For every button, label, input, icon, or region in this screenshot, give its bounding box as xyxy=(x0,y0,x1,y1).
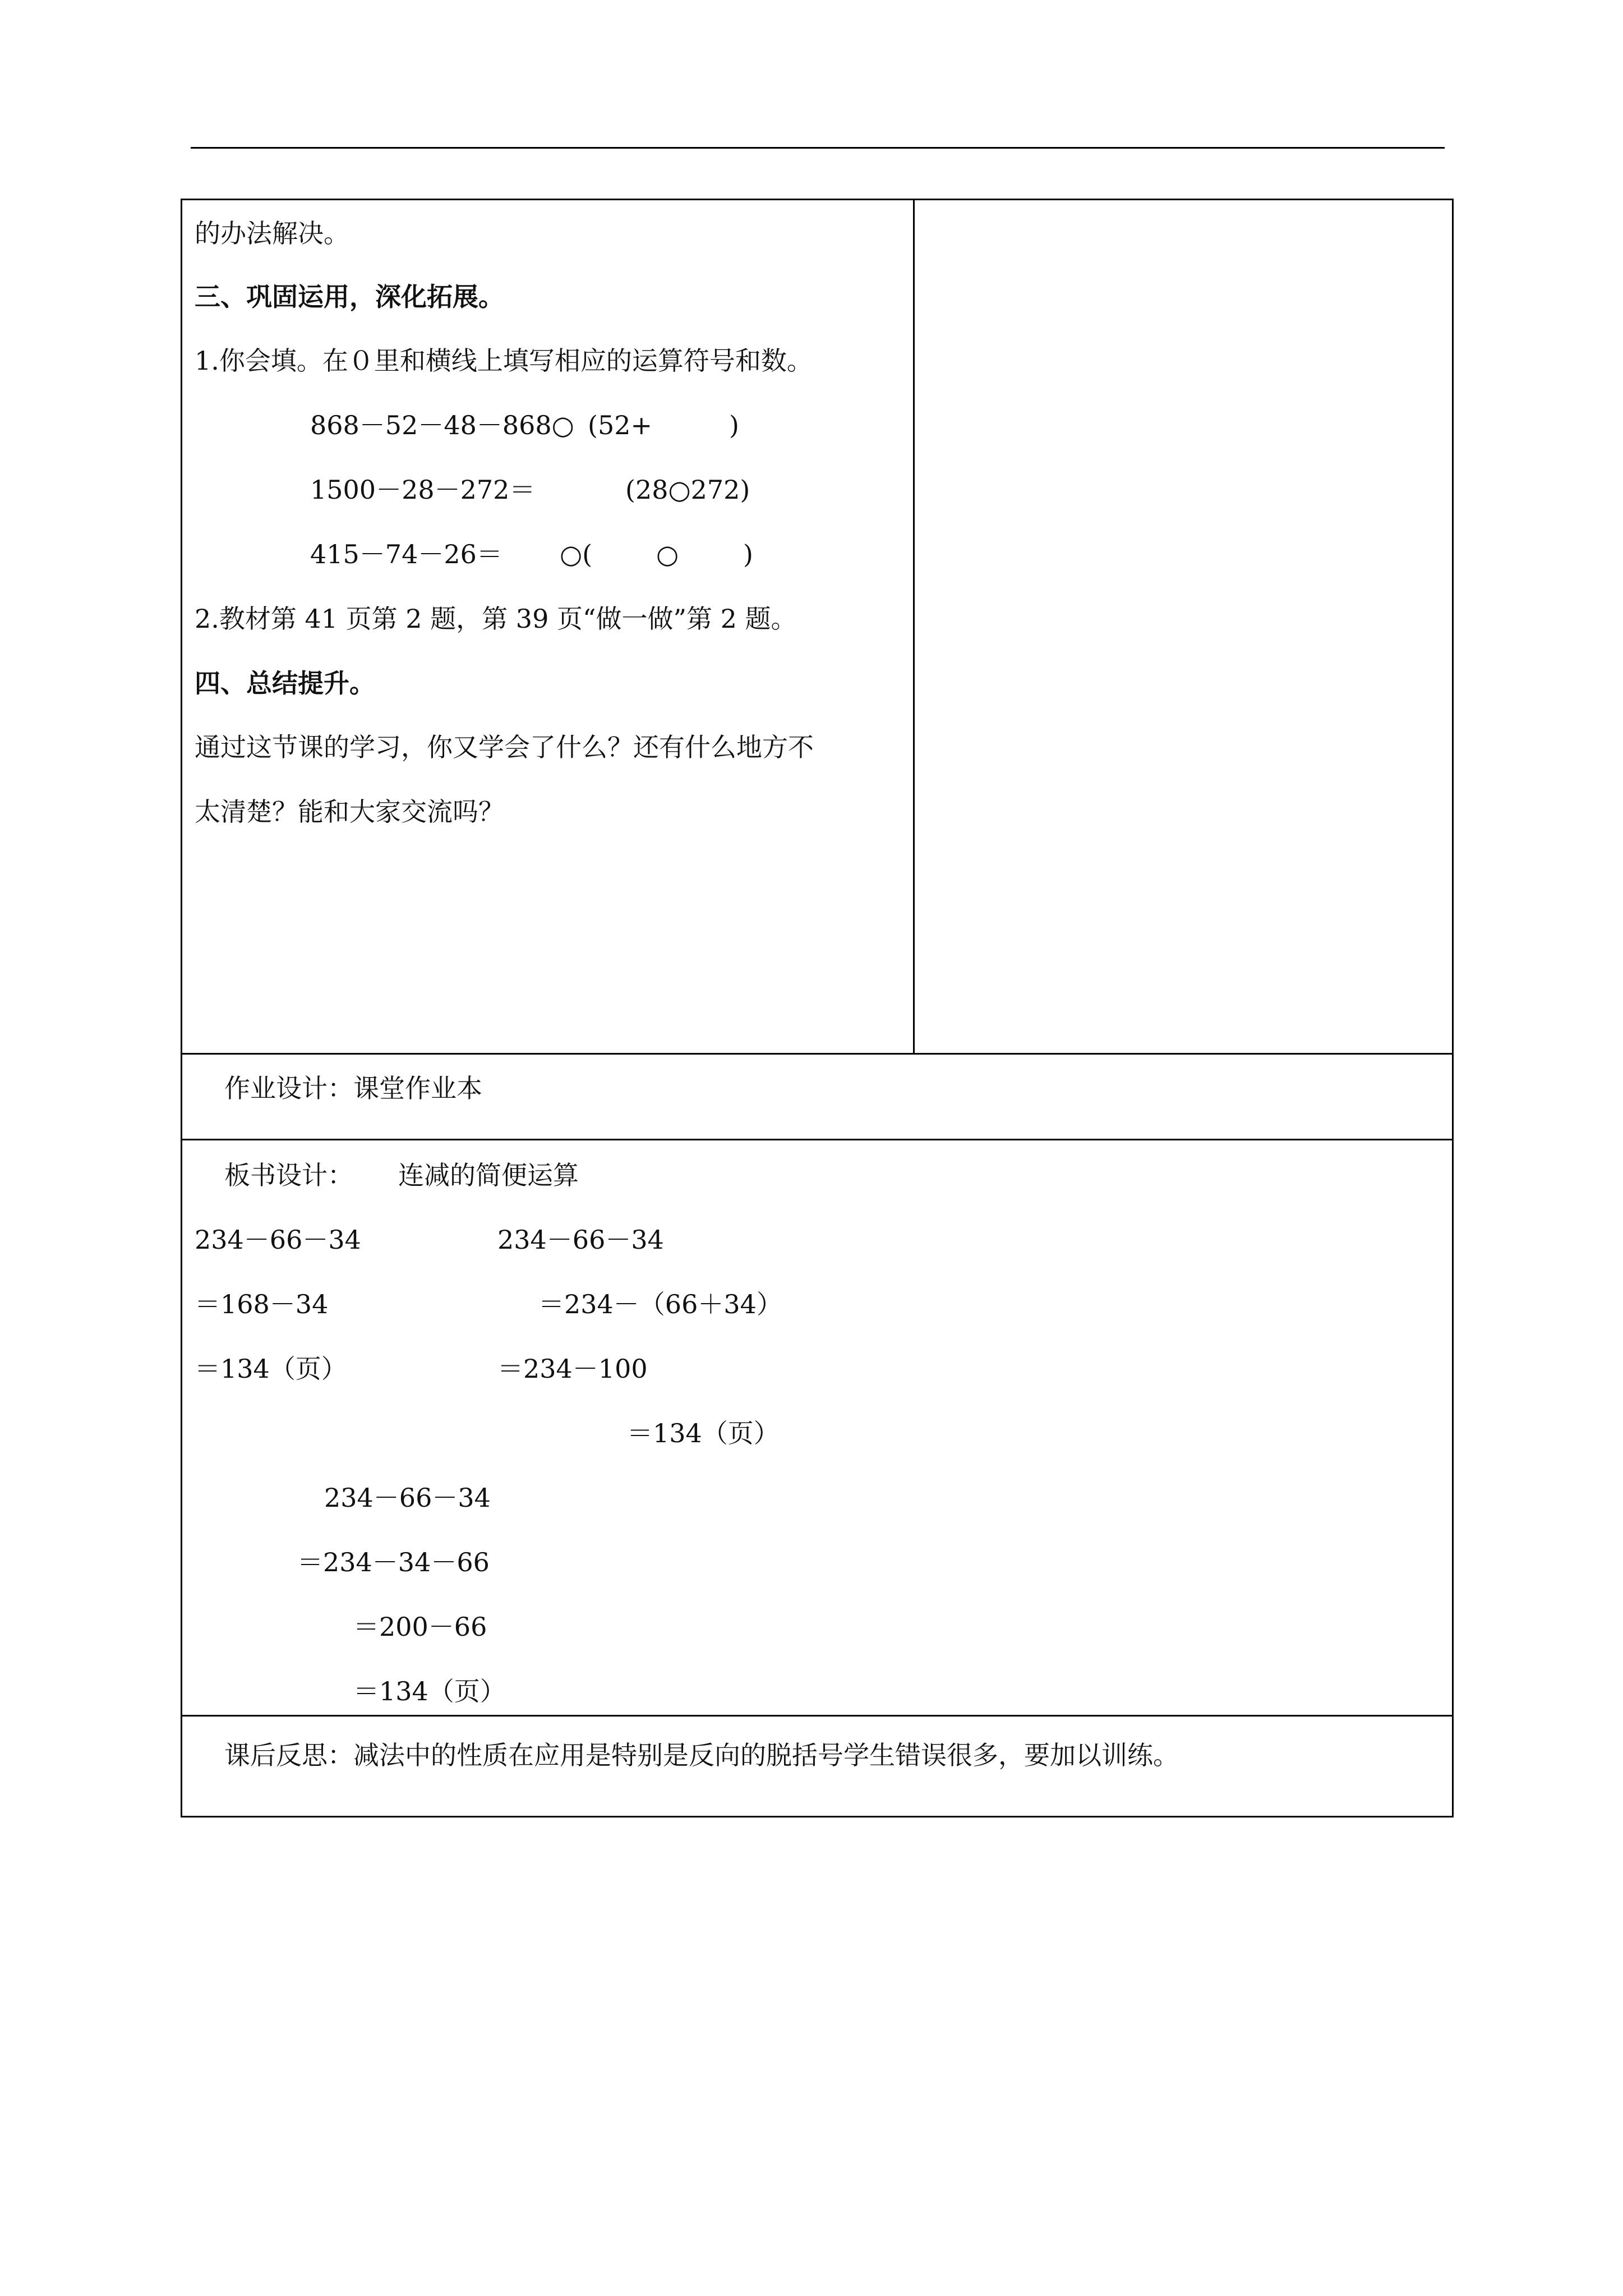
method2-step3: ＝234－100 xyxy=(497,1354,648,1384)
method3-step2: ＝234－34－66 xyxy=(297,1547,490,1577)
method1-step1: 234－66－34 xyxy=(195,1225,361,1255)
board-title: 连减的简便运算 xyxy=(398,1160,579,1190)
exercise2: 2.教材第 41 页第 2 题，第 39 页“做一做”第 2 题。 xyxy=(195,604,797,634)
exercise1-row2-rest: (28○272) xyxy=(625,475,750,505)
exercise1-row3-expr: 415－74－26＝ xyxy=(310,539,502,569)
section4-heading: 四、总结提升。 xyxy=(195,668,375,698)
method2-step2: ＝234－（66＋34） xyxy=(538,1289,782,1319)
board-label: 板书设计： xyxy=(224,1160,353,1190)
column-divider xyxy=(913,199,915,1054)
continued-line: 的办法解决。 xyxy=(195,218,349,249)
method3-step4: ＝134（页） xyxy=(353,1676,506,1706)
method1-step3: ＝134（页） xyxy=(195,1354,347,1384)
exercise1-row2-expr: 1500－28－272＝ xyxy=(310,475,536,505)
row-divider-reflection xyxy=(181,1715,1454,1717)
header-rule xyxy=(191,147,1445,149)
exercise1-prompt: 1.你会填。在０里和横线上填写相应的运算符号和数。 xyxy=(195,346,813,376)
exercise1-row3-rest: ○( xyxy=(560,539,593,569)
exercise1-row1-expr: 868－52－48－868○ xyxy=(310,410,574,440)
homework-text: 作业设计：课堂作业本 xyxy=(224,1073,482,1103)
summary-line-1: 通过这节课的学习，你又学会了什么？还有什么地方不 xyxy=(195,732,814,762)
exercise1-row3-close: ) xyxy=(743,539,753,569)
section3-heading: 三、巩固运用，深化拓展。 xyxy=(195,282,504,312)
exercise1-row3-mid: ○ xyxy=(656,539,679,569)
exercise1-row1-rest: (52+ xyxy=(588,410,653,440)
reflection-text: 课后反思：减法中的性质在应用是特别是反向的脱括号学生错误很多，要加以训练。 xyxy=(224,1740,1179,1770)
method3-step1: 234－66－34 xyxy=(324,1483,491,1513)
method3-step3: ＝200－66 xyxy=(353,1612,487,1642)
row-divider-board xyxy=(181,1139,1454,1140)
method2-step1: 234－66－34 xyxy=(497,1225,664,1255)
method1-step2: ＝168－34 xyxy=(195,1289,329,1319)
row-divider-homework xyxy=(181,1053,1454,1055)
method2-step4: ＝134（页） xyxy=(627,1418,780,1448)
exercise1-row1-close: ) xyxy=(729,410,739,440)
summary-line-2: 太清楚？能和大家交流吗？ xyxy=(195,797,504,827)
